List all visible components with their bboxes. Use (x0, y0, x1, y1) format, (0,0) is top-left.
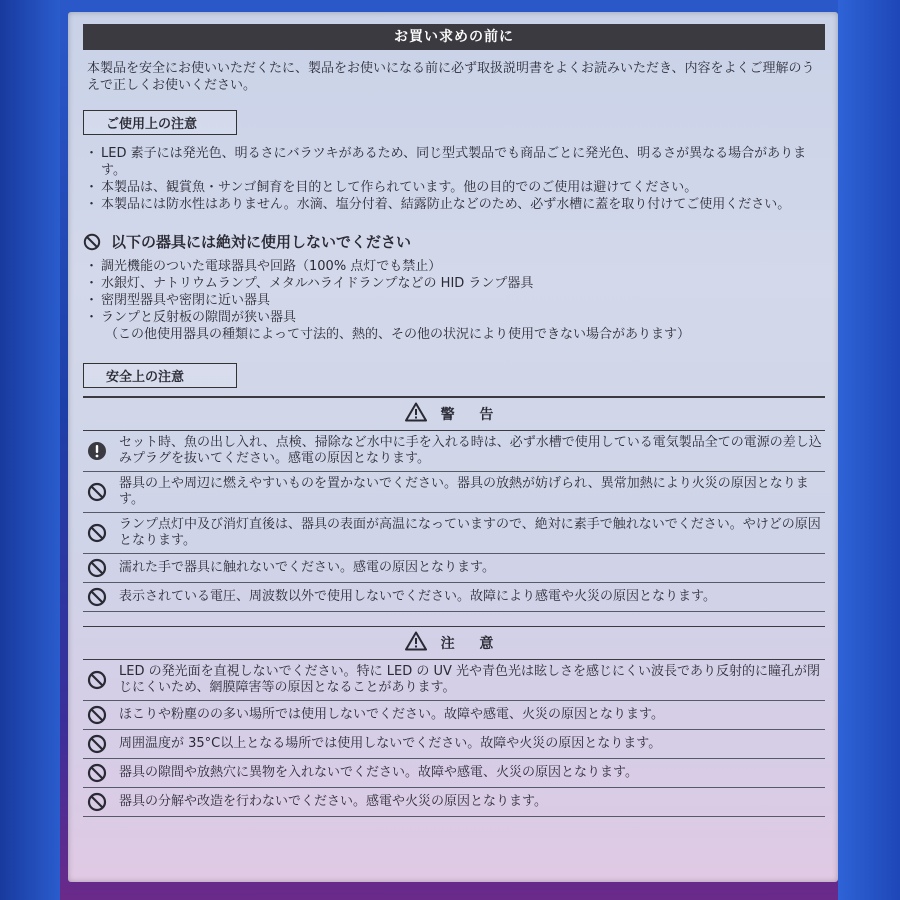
warning-rows (83, 431, 825, 612)
prohibited-list (87, 258, 825, 343)
prohibited-item: ・ 水銀灯、ナトリウムランプ、メタルハライドランプなどの HID ランプ器具 (87, 275, 825, 292)
usage-list (87, 145, 825, 213)
table-row (83, 759, 825, 788)
row-text: セット時、魚の出し入れ、点検、掃除など水中に手を入れる時は、必ず水槽で使用している電気製品全ての電源の差し込みプラグを抜いてください。感電の原因となります。 (119, 435, 822, 466)
prohibition-icon (87, 670, 109, 690)
table-row (83, 583, 825, 612)
usage-item: ・ 本製品は、観賞魚・サンゴ飼育を目的として作られています。他の目的でのご使用は避けてください。 (87, 179, 825, 196)
warning-title: 警 告 (440, 407, 504, 423)
intro-text: 本製品を安全にお使いいただくたに、製品をお使いになる前に必ず取扱説明書をよくお読みいただき、内容をよくご理解のうえで正しくお使いください。 (87, 61, 815, 93)
prohibited-item: ・ 密閉型器具や密閉に近い器具 (87, 292, 825, 309)
package-right-edge (838, 0, 900, 900)
prohibited-heading (83, 231, 825, 252)
prohibition-icon (87, 792, 109, 812)
caution-title: 注 意 (440, 636, 504, 652)
row-text: 器具の上や周辺に燃えやすいものを置かないでください。器具の放熱が妨げられ、異常加熱により火災の原因となります。 (119, 476, 809, 507)
prohibition-icon (87, 482, 109, 502)
caution-header (83, 627, 825, 660)
usage-item: ・ 本製品には防水性はありません。水滴、塩分付着、結露防止などのため、必ず水槽に蓋を取り付けてご使用ください。 (87, 196, 825, 213)
row-text: 濡れた手で器具に触れないでください。感電の原因となります。 (119, 560, 495, 575)
prohibition-icon (87, 734, 109, 754)
prohibition-icon (87, 558, 109, 578)
prohibition-icon (87, 523, 109, 543)
usage-item: ・ LED 素子には発光色、明るさにバラツキがあるため、同じ型式製品でも商品ごとに発光色、明るさが異なる場合があります。 (87, 145, 825, 179)
prohibited-note: （この他使用器具の種類によって寸法的、熱的、その他の状況により使用できない場合があります） (105, 327, 691, 342)
banner-title: お買い求めの前に (83, 24, 825, 50)
package-left-edge (0, 0, 60, 900)
row-text: 周囲温度が 35°C以上となる場所では使用しないでください。故障や火災の原因となります。 (119, 736, 662, 751)
usage-section-title: ご使用上の注意 (83, 110, 237, 135)
warning-triangle-icon (405, 631, 427, 655)
row-text: 器具の隙間や放熱穴に異物を入れないでください。故障や感電、火災の原因となります。 (119, 765, 638, 780)
table-row (83, 660, 825, 701)
caution-rows (83, 660, 825, 817)
prohibited-title: 以下の器具には絶対に使用しないでください (111, 233, 412, 251)
table-row (83, 701, 825, 730)
table-row (83, 788, 825, 817)
prohibited-item: ・ ランプと反射板の隙間が狭い器具 (87, 309, 825, 326)
row-text: LED の発光面を直視しないでください。特に LED の UV 光や青色光は眩しさを感じにくい波長であり反射的に瞳孔が閉じにくいため、網膜障害等の原因となることがあります。 (119, 664, 821, 695)
prohibition-icon (87, 587, 109, 607)
table-row (83, 513, 825, 554)
prohibited-item: ・ 調光機能のついた電球器具や回路（100% 点灯でも禁止） (87, 258, 825, 275)
row-text: 器具の分解や改造を行わないでください。感電や火災の原因となります。 (119, 794, 547, 809)
label-sheet (68, 12, 838, 882)
table-row (83, 472, 825, 513)
warning-header (83, 396, 825, 431)
table-row (83, 554, 825, 583)
row-text: 表示されている電圧、周波数以外で使用しないでください。故障により感電や火災の原因となります。 (119, 589, 716, 604)
warning-triangle-icon (405, 402, 427, 426)
safety-section-title: 安全上の注意 (83, 363, 237, 388)
row-text: ほこりや粉塵のの多い場所では使用しないでください。故障や感電、火災の原因となります。 (119, 707, 664, 722)
label-content (83, 24, 825, 817)
prohibition-icon (83, 233, 101, 251)
section-gap (83, 612, 825, 627)
prohibition-icon (87, 763, 109, 783)
row-text: ランプ点灯中及び消灯直後は、器具の表面が高温になっていますので、絶対に素手で触れないでください。やけどの原因となります。 (119, 517, 821, 548)
exclamation-icon (87, 441, 109, 461)
table-row (83, 431, 825, 472)
prohibition-icon (87, 705, 109, 725)
table-row (83, 730, 825, 759)
